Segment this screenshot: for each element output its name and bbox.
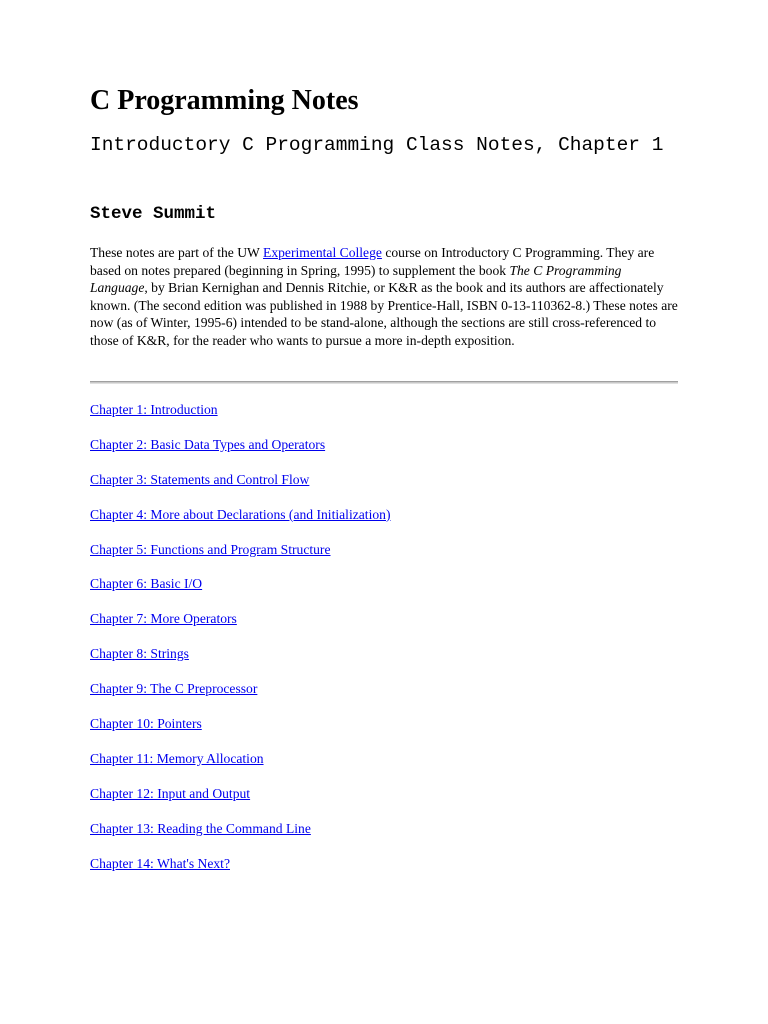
chapter-link-9[interactable]: Chapter 9: The C Preprocessor xyxy=(90,681,258,697)
chapter-link-1[interactable]: Chapter 1: Introduction xyxy=(90,402,218,417)
chapter-link-14[interactable]: Chapter 14: What's Next? xyxy=(90,855,230,871)
chapter-item xyxy=(90,505,390,540)
chapter-link-6[interactable]: Chapter 6: Basic I/O xyxy=(90,576,203,592)
chapter-item xyxy=(90,609,390,644)
chapter-item xyxy=(90,574,390,609)
chapter-link-5[interactable]: Chapter 5: Functions and Program Structure xyxy=(90,541,331,557)
chapter-item xyxy=(90,854,390,889)
chapter-item xyxy=(90,749,390,784)
intro-text-1: These notes are part of the UW xyxy=(90,245,264,260)
book-title: The C Programming Language xyxy=(90,262,622,295)
chapter-item xyxy=(90,540,390,575)
chapter-link-4[interactable]: Chapter 4: More about Declarations (and Initialization) xyxy=(90,506,391,522)
chapter-link-8[interactable]: Chapter 8: Strings xyxy=(90,646,189,662)
chapter-link-3[interactable]: Chapter 3: Statements and Control Flow xyxy=(90,471,310,487)
intro-text-3: , by Brian Kernighan and Dennis Ritchie, or K&R as the book and its authors are affectionately known. (The second edition was published in 1988 by Prentice-Hall, ISBN 0-13-110362-8.) These notes are now (as of Winter, 1995-6) intended to be stand-alone, although the sections are still cross-referenced to those of K&R, for the reader who wants to pursue a more in-depth exposition. xyxy=(90,280,678,348)
chapter-item xyxy=(90,819,390,854)
experimental-college-link[interactable]: Experimental College xyxy=(263,245,382,260)
chapter-item xyxy=(90,470,390,505)
chapter-link-13[interactable]: Chapter 13: Reading the Command Line xyxy=(90,820,311,836)
page-title: C Programming Notes xyxy=(90,85,359,116)
chapter-link-11[interactable]: Chapter 11: Memory Allocation xyxy=(90,750,264,766)
page-subtitle: Introductory C Programming Class Notes, Chapter 1 xyxy=(90,134,664,156)
chapter-item xyxy=(90,679,390,714)
chapter-item xyxy=(90,400,390,435)
horizontal-rule xyxy=(90,381,678,384)
author-name: Steve Summit xyxy=(90,204,217,224)
chapter-list xyxy=(90,400,390,888)
chapter-item xyxy=(90,784,390,819)
chapter-link-2[interactable]: Chapter 2: Basic Data Types and Operators xyxy=(90,436,326,452)
chapter-item xyxy=(90,714,390,749)
chapter-item xyxy=(90,644,390,679)
chapter-link-12[interactable]: Chapter 12: Input and Output xyxy=(90,785,251,801)
chapter-item xyxy=(90,435,390,470)
chapter-link-10[interactable]: Chapter 10: Pointers xyxy=(90,716,202,732)
intro-text-2: course on Introductory C Programming. They are based on notes prepared (beginning in Spring, 1995) to supplement the book xyxy=(90,245,655,278)
chapter-link-7[interactable]: Chapter 7: More Operators xyxy=(90,611,237,627)
intro-paragraph xyxy=(90,244,680,349)
